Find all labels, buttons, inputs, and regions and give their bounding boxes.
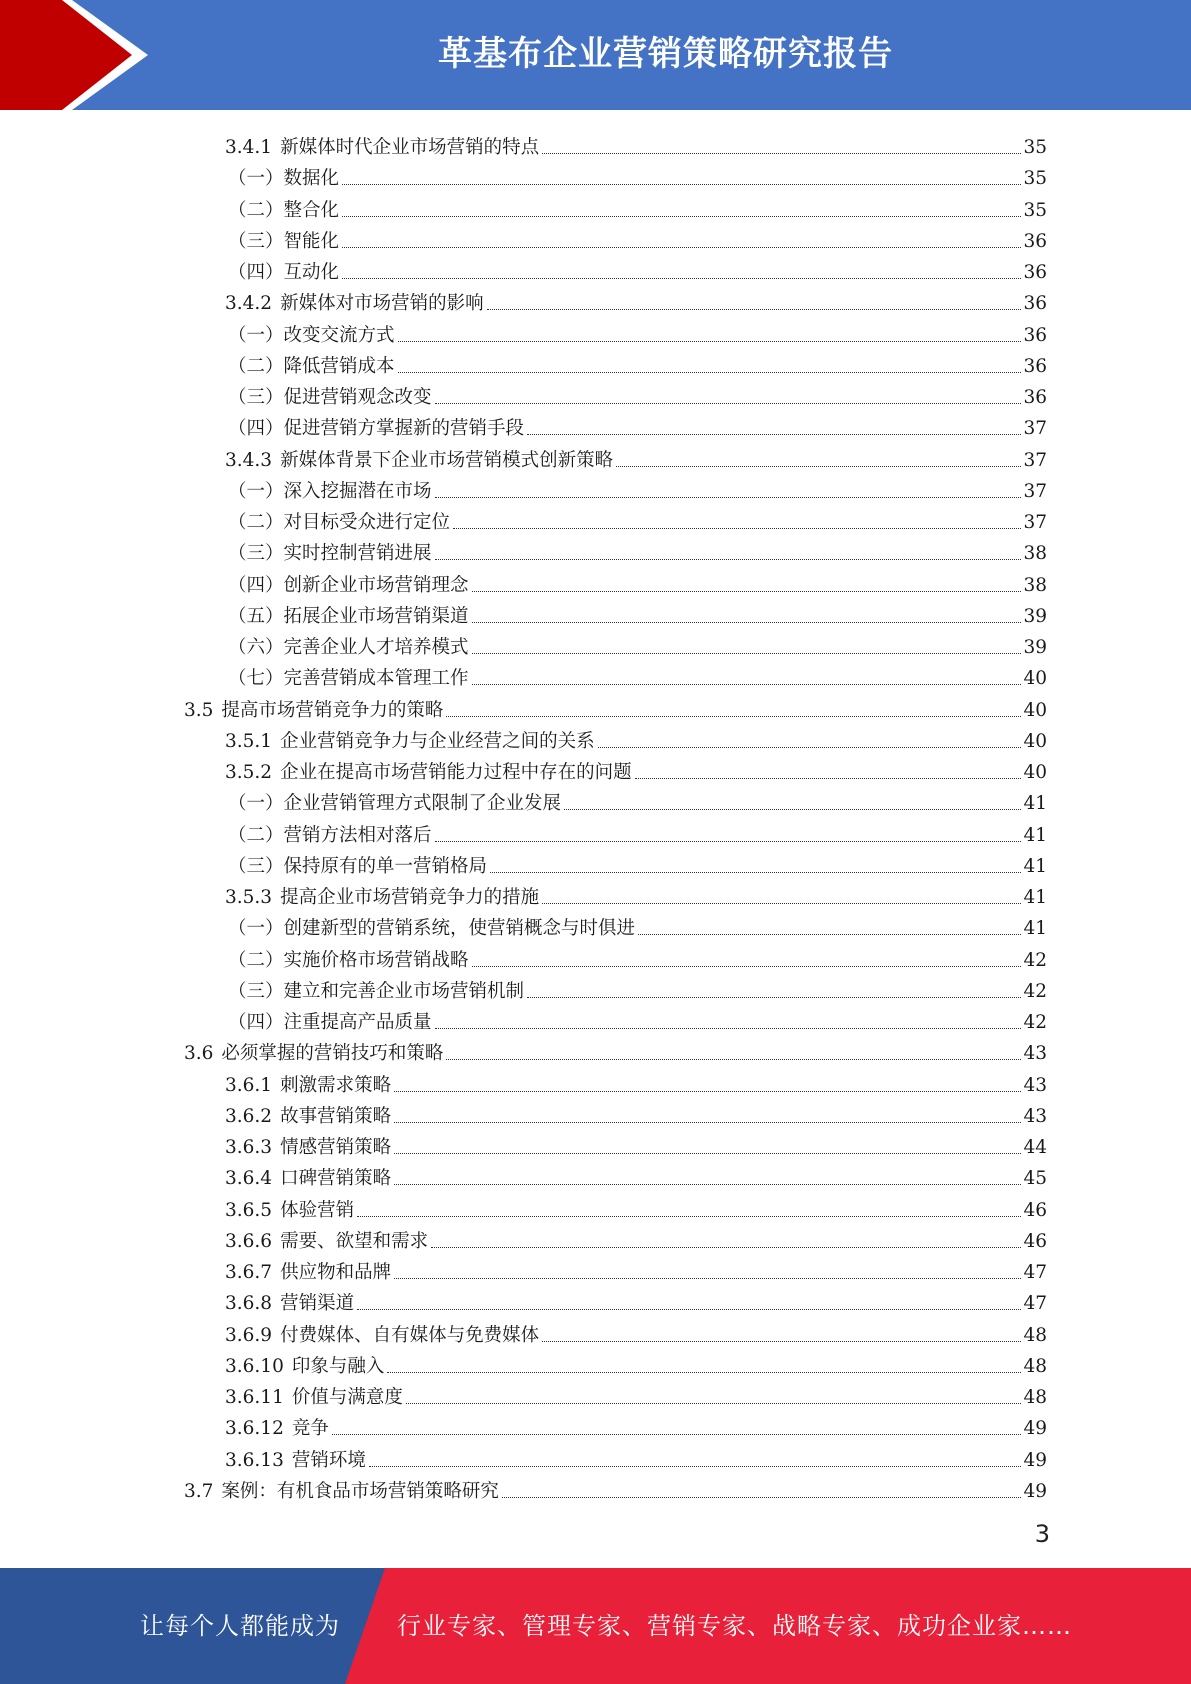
toc-entry-title: 提高市场营销竞争力的策略 (221, 699, 444, 721)
toc-entry-number: （三） (228, 387, 284, 408)
toc-entry-page: 46 (1023, 1230, 1047, 1252)
toc-dot-leader (394, 1091, 1021, 1092)
header-chevron-icon (0, 0, 160, 110)
toc-entry-title: 企业营销管理方式限制了企业发展 (283, 793, 562, 815)
page-number: 3 (1034, 1520, 1050, 1548)
toc-dot-leader (342, 247, 1021, 248)
toc-entry-title: 降低营销成本 (283, 355, 395, 377)
toc-entry[interactable] (228, 847, 1047, 878)
toc-entry-number: （三） (228, 543, 284, 565)
toc-entry-page: 45 (1023, 1168, 1047, 1190)
toc-entry[interactable] (228, 972, 1047, 1003)
toc-dot-leader (616, 466, 1021, 467)
toc-dot-leader (472, 653, 1022, 654)
toc-entry-page: 35 (1023, 168, 1047, 190)
toc-entry-number: （四） (228, 262, 284, 283)
toc-entry-title: 创新企业市场营销理念 (283, 574, 469, 596)
toc-dot-leader (435, 1028, 1022, 1029)
toc-entry-title: 完善企业人才培养模式 (283, 637, 469, 658)
toc-dot-leader (332, 1434, 1022, 1435)
toc-entry-number: 3.6.7 (225, 1262, 273, 1283)
toc-dot-leader (542, 153, 1021, 154)
toc-entry-title: 营销方法相对落后 (283, 824, 432, 846)
toc-entry[interactable] (225, 1409, 1047, 1440)
toc-entry-page: 47 (1023, 1293, 1047, 1315)
toc-entry-page: 36 (1023, 293, 1047, 315)
toc-entry[interactable] (228, 784, 1047, 815)
toc-dot-leader (542, 903, 1021, 904)
toc-dot-leader (472, 966, 1022, 967)
toc-entry-number: （一） (228, 793, 284, 815)
toc-entry-title: 案例：有机食品市场营销策略研究 (221, 1480, 499, 1502)
toc-entry-title: 企业在提高市场营销能力过程中存在的问题 (280, 762, 632, 783)
toc-entry-page: 42 (1023, 980, 1047, 1002)
toc-dot-leader (564, 809, 1021, 810)
toc-dot-leader (369, 1466, 1022, 1467)
toc-entry-title: 故事营销策略 (280, 1105, 392, 1127)
toc-entry-title: 深入挖掘潜在市场 (283, 480, 432, 502)
toc-entry-title: 提高企业市场营销竞争力的措施 (280, 887, 540, 908)
toc-entry-page: 39 (1023, 637, 1047, 658)
toc-entry-title: 数据化 (283, 168, 340, 190)
toc-entry[interactable] (225, 878, 1047, 909)
toc-dot-leader (453, 528, 1021, 529)
toc-entry-page: 37 (1023, 512, 1047, 533)
toc-entry-title: 付费媒体、自有媒体与免费媒体 (280, 1324, 540, 1346)
toc-entry-page: 38 (1023, 543, 1047, 565)
toc-entry-title: 完善营销成本管理工作 (283, 668, 469, 690)
toc-entry-title: 营销渠道 (280, 1293, 355, 1315)
toc-dot-leader (446, 716, 1021, 717)
toc-entry-title: 互动化 (283, 262, 340, 283)
toc-entry-number: 3.6.11 (225, 1387, 284, 1408)
toc-entry-number: （七） (228, 668, 284, 690)
toc-entry-title: 新媒体时代企业市场营销的特点 (280, 137, 540, 158)
toc-dot-leader (435, 559, 1022, 560)
toc-dot-leader (435, 841, 1022, 842)
toc-entry-title: 保持原有的单一营销格局 (283, 855, 488, 877)
toc-entry-title: 必须掌握的营销技巧和策略 (221, 1043, 444, 1065)
toc-entry-title: 需要、欲望和需求 (280, 1230, 429, 1252)
toc-entry-number: 3.6.1 (225, 1074, 273, 1096)
toc-entry[interactable] (225, 1316, 1047, 1347)
toc-entry[interactable] (225, 1159, 1047, 1190)
toc-entry[interactable] (225, 1128, 1047, 1159)
toc-entry-number: 3.6.12 (225, 1418, 284, 1440)
toc-entry[interactable] (225, 1191, 1047, 1222)
toc-entry[interactable] (228, 534, 1047, 565)
toc-entry-number: （二） (228, 824, 284, 846)
toc-entry-number: （四） (228, 574, 284, 596)
toc-entry[interactable] (225, 1253, 1047, 1284)
toc-entry[interactable] (184, 1472, 1047, 1503)
toc-entry-title: 整合化 (283, 199, 340, 221)
toc-entry-page: 48 (1023, 1387, 1047, 1408)
toc-entry-page: 42 (1023, 1012, 1047, 1033)
toc-dot-leader (638, 934, 1021, 935)
toc-entry-title: 营销环境 (291, 1449, 366, 1471)
toc-entry-page: 40 (1023, 668, 1047, 690)
toc-entry-number: （一） (228, 324, 284, 346)
toc-entry-title: 智能化 (283, 230, 340, 252)
toc-dot-leader (357, 1309, 1021, 1310)
toc-dot-leader (394, 1184, 1021, 1185)
toc-entry-number: 3.4.1 (225, 137, 273, 158)
toc-entry-page: 35 (1023, 137, 1047, 158)
toc-entry-number: 3.5.2 (225, 762, 273, 783)
toc-entry[interactable] (228, 503, 1047, 534)
toc-entry-page: 41 (1023, 855, 1047, 877)
toc-entry-page: 36 (1023, 230, 1047, 252)
toc-entry-number: （六） (228, 637, 284, 658)
toc-dot-leader (487, 309, 1022, 310)
toc-entry-page: 39 (1023, 605, 1047, 627)
toc-dot-leader (472, 622, 1022, 623)
toc-entry-number: 3.6.13 (225, 1449, 284, 1471)
toc-entry-title: 注重提高产品质量 (283, 1012, 432, 1033)
toc-entry-title: 情感营销策略 (280, 1137, 392, 1158)
toc-entry-page: 36 (1023, 324, 1047, 346)
toc-entry-title: 创建新型的营销系统，使营销概念与时俱进 (283, 918, 636, 940)
toc-entry-number: （三） (228, 980, 284, 1002)
toc-entry-title: 建立和完善企业市场营销机制 (283, 980, 525, 1002)
toc-dot-leader (387, 1372, 1021, 1373)
toc-entry-number: 3.6.9 (225, 1324, 273, 1346)
toc-entry-number: （四） (228, 418, 284, 440)
toc-entry-number: 3.6.2 (225, 1105, 273, 1127)
toc-entry[interactable] (228, 816, 1047, 847)
toc-entry[interactable] (225, 753, 1047, 784)
toc-entry-page: 40 (1023, 730, 1047, 752)
toc-entry[interactable] (225, 1441, 1047, 1472)
toc-entry-number: （一） (228, 918, 284, 940)
toc-entry[interactable] (184, 1034, 1047, 1065)
toc-entry-title: 新媒体背景下企业市场营销模式创新策略 (280, 449, 614, 471)
page-header (0, 0, 1191, 110)
toc-entry[interactable] (225, 1284, 1047, 1315)
toc-entry-title: 促进营销方掌握新的营销手段 (283, 418, 525, 440)
toc-dot-leader (598, 747, 1022, 748)
toc-entry-number: 3.7 (184, 1480, 214, 1502)
document-title: 革基布企业营销策略研究报告 (438, 34, 893, 74)
toc-entry-number: 3.6.3 (225, 1137, 273, 1158)
toc-entry-page: 36 (1023, 262, 1047, 283)
toc-entry-title: 企业营销竞争力与企业经营之间的关系 (280, 730, 595, 752)
toc-entry-number: 3.4.2 (225, 293, 273, 315)
toc-entry[interactable] (225, 128, 1047, 159)
toc-entry-number: 3.5.1 (225, 730, 273, 752)
toc-entry[interactable] (228, 659, 1047, 690)
toc-dot-leader (527, 434, 1021, 435)
toc-entry[interactable] (225, 441, 1047, 472)
toc-dot-leader (635, 778, 1022, 779)
toc-entry-number: 3.6.4 (225, 1168, 273, 1190)
toc-entry-title: 刺激需求策略 (280, 1074, 392, 1096)
toc-entry-title: 印象与融入 (291, 1355, 385, 1377)
toc-dot-leader (342, 216, 1021, 217)
toc-entry-page: 49 (1023, 1418, 1047, 1440)
toc-entry[interactable] (228, 597, 1047, 628)
toc-dot-leader (342, 278, 1021, 279)
toc-dot-leader (394, 1278, 1021, 1279)
toc-entry-number: （四） (228, 1012, 284, 1033)
toc-entry-number: 3.6.6 (225, 1230, 273, 1252)
toc-entry[interactable] (225, 1347, 1047, 1378)
toc-entry-number: （一） (228, 168, 284, 190)
toc-entry[interactable] (225, 1378, 1047, 1409)
toc-dot-leader (527, 997, 1021, 998)
toc-entry[interactable] (228, 566, 1047, 597)
toc-entry[interactable] (228, 941, 1047, 972)
toc-entry-page: 38 (1023, 574, 1047, 596)
toc-entry-page: 35 (1023, 199, 1047, 221)
toc-entry[interactable] (228, 409, 1047, 440)
toc-entry-title: 竞争 (291, 1418, 329, 1440)
toc-entry-number: 3.6.5 (225, 1199, 273, 1221)
toc-entry[interactable] (228, 909, 1047, 940)
toc-entry[interactable] (225, 722, 1047, 753)
toc-entry[interactable] (225, 284, 1047, 315)
toc-entry-page: 41 (1023, 918, 1047, 940)
toc-dot-leader (446, 1059, 1021, 1060)
toc-entry[interactable] (184, 691, 1047, 722)
toc-entry[interactable] (228, 253, 1047, 284)
toc-entry-number: 3.5 (184, 699, 214, 721)
toc-entry-number: （二） (228, 949, 284, 971)
toc-entry-number: （一） (228, 480, 284, 502)
toc-dot-leader (357, 1216, 1021, 1217)
toc-entry-page: 41 (1023, 824, 1047, 846)
toc-dot-leader (472, 591, 1022, 592)
toc-entry-page: 43 (1023, 1105, 1047, 1127)
toc-dot-leader (394, 1122, 1021, 1123)
toc-entry-title: 改变交流方式 (283, 324, 395, 346)
toc-entry-title: 供应物和品牌 (280, 1262, 392, 1283)
toc-entry-number: （三） (228, 855, 284, 877)
toc-entry[interactable] (228, 472, 1047, 503)
toc-entry-title: 拓展企业市场营销渠道 (283, 605, 469, 627)
toc-entry-page: 41 (1023, 887, 1047, 908)
toc-entry-number: （三） (228, 230, 284, 252)
footer-slogan-left: 让每个人都能成为 (140, 1612, 340, 1640)
toc-dot-leader (542, 1341, 1021, 1342)
toc-entry-title: 体验营销 (280, 1199, 355, 1221)
toc-entry-title: 价值与满意度 (291, 1387, 403, 1408)
toc-entry[interactable] (225, 1066, 1047, 1097)
toc-entry-page: 40 (1023, 699, 1047, 721)
toc-entry[interactable] (228, 378, 1047, 409)
page-footer (0, 1568, 1191, 1684)
toc-dot-leader (435, 403, 1022, 404)
toc-dot-leader (398, 341, 1022, 342)
toc-dot-leader (431, 1247, 1021, 1248)
toc-entry-page: 47 (1023, 1262, 1047, 1283)
toc-dot-leader (406, 1403, 1022, 1404)
toc-entry-page: 36 (1023, 387, 1047, 408)
toc-entry-number: 3.6 (184, 1043, 214, 1065)
toc-entry[interactable] (228, 628, 1047, 659)
toc-dot-leader (502, 1497, 1022, 1498)
toc-entry-page: 36 (1023, 355, 1047, 377)
toc-entry[interactable] (228, 347, 1047, 378)
toc-entry-number: 3.6.8 (225, 1293, 273, 1315)
footer-slogan-right: 行业专家、管理专家、营销专家、战略专家、成功企业家…… (397, 1612, 1072, 1640)
toc-entry-title: 促进营销观念改变 (283, 387, 432, 408)
toc-entry-page: 37 (1023, 480, 1047, 502)
toc-entry-page: 37 (1023, 418, 1047, 440)
toc-entry-page: 49 (1023, 1480, 1047, 1502)
toc-entry-number: 3.5.3 (225, 887, 273, 908)
toc-dot-leader (490, 872, 1021, 873)
toc-entry-number: （五） (228, 605, 284, 627)
toc-entry-page: 42 (1023, 949, 1047, 971)
toc-dot-leader (398, 372, 1022, 373)
toc-entry-page: 48 (1023, 1355, 1047, 1377)
toc-entry-title: 口碑营销策略 (280, 1168, 392, 1190)
toc-entry[interactable] (228, 316, 1047, 347)
toc-entry-number: （二） (228, 199, 284, 221)
toc-dot-leader (472, 684, 1022, 685)
toc-dot-leader (435, 497, 1022, 498)
toc-entry-title: 对目标受众进行定位 (283, 512, 451, 533)
toc-entry-page: 48 (1023, 1324, 1047, 1346)
toc-entry-page: 46 (1023, 1199, 1047, 1221)
toc-entry-page: 49 (1023, 1449, 1047, 1471)
toc-entry-number: 3.6.10 (225, 1355, 284, 1377)
toc-entry[interactable] (225, 1222, 1047, 1253)
toc-entry-number: （二） (228, 512, 284, 533)
toc-entry-page: 41 (1023, 793, 1047, 815)
toc-entry[interactable] (228, 191, 1047, 222)
toc-entry-page: 37 (1023, 449, 1047, 471)
toc-entry[interactable] (228, 159, 1047, 190)
toc-entry-title: 实施价格市场营销战略 (283, 949, 469, 971)
toc-entry-page: 40 (1023, 762, 1047, 783)
toc-entry-page: 43 (1023, 1043, 1047, 1065)
toc-entry-title: 新媒体对市场营销的影响 (280, 293, 484, 315)
toc-entry-page: 44 (1023, 1137, 1047, 1158)
toc-entry[interactable] (225, 1097, 1047, 1128)
toc-entry-number: 3.4.3 (225, 449, 273, 471)
toc-dot-leader (342, 184, 1021, 185)
toc-entry-page: 43 (1023, 1074, 1047, 1096)
toc-entry-number: （二） (228, 355, 284, 377)
toc-entry-title: 实时控制营销进展 (283, 543, 432, 565)
toc-entry[interactable] (228, 1003, 1047, 1034)
toc-dot-leader (394, 1153, 1021, 1154)
toc-entry[interactable] (228, 222, 1047, 253)
